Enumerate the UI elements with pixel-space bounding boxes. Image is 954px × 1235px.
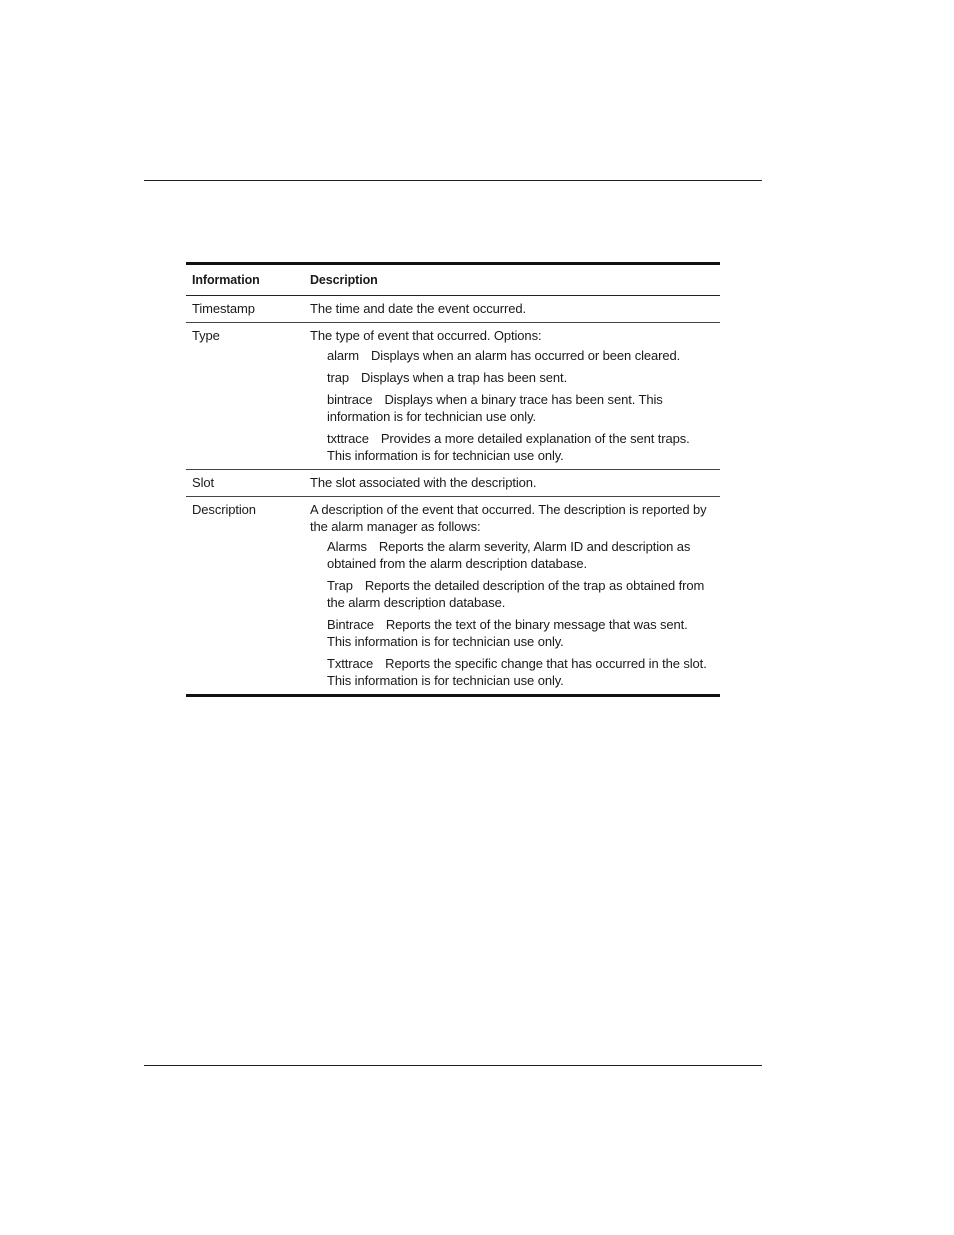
row-info: Slot [192, 475, 215, 490]
table-row-type [186, 323, 720, 470]
option-item [327, 655, 714, 689]
option-text: Displays when an alarm has occurred or been cleared. [371, 348, 681, 363]
option-item [327, 577, 714, 611]
header-description: Description [310, 272, 378, 287]
option-item [327, 391, 714, 425]
option-item [327, 538, 714, 572]
row-description [310, 327, 720, 464]
table-row-slot [186, 470, 720, 497]
table-row-description [186, 497, 720, 694]
option-term: Alarms [327, 539, 367, 554]
option-text: Reports the text of the binary message that was sent. This information is for technician use only. [327, 617, 688, 649]
table-row-timestamp [186, 296, 720, 323]
option-term: alarm [327, 348, 360, 363]
row-desc-text: The type of event that occurred. Options: [310, 328, 542, 343]
option-item [327, 616, 714, 650]
row-info: Description [192, 502, 256, 517]
option-text: Provides a more detailed explanation of the sent traps. This information is for technician use only. [327, 431, 690, 463]
row-info: Timestamp [192, 301, 255, 316]
option-text: Reports the specific change that has occurred in the slot. This information is for technician use only. [327, 656, 707, 688]
event-information-table [186, 262, 720, 697]
option-item [327, 369, 714, 386]
option-term: Bintrace [327, 617, 374, 632]
row-description [310, 474, 720, 491]
row-desc-text: The slot associated with the description. [310, 475, 537, 490]
row-desc-text: A description of the event that occurred. The description is reported by the alarm manager as follows: [310, 502, 707, 534]
option-term: Txttrace [327, 656, 374, 671]
table-header-row [186, 265, 720, 296]
row-description [310, 501, 720, 689]
option-text: Displays when a trap has been sent. [361, 370, 568, 385]
option-item [327, 347, 714, 364]
option-text: Displays when a binary trace has been sent. This information is for technician use only. [327, 392, 663, 424]
option-term: txttrace [327, 431, 369, 446]
header-rule [144, 180, 762, 181]
option-item [327, 430, 714, 464]
row-info: Type [192, 328, 220, 343]
footer-rule [144, 1065, 762, 1066]
option-text: Reports the detailed description of the trap as obtained from the alarm description database. [327, 578, 705, 610]
option-term: trap [327, 370, 350, 385]
option-text: Reports the alarm severity, Alarm ID and description as obtained from the alarm description database. [327, 539, 691, 571]
option-term: bintrace [327, 392, 373, 407]
option-term: Trap [327, 578, 353, 593]
row-description [310, 300, 720, 317]
row-desc-text: The time and date the event occurred. [310, 301, 526, 316]
header-information: Information [192, 272, 260, 287]
